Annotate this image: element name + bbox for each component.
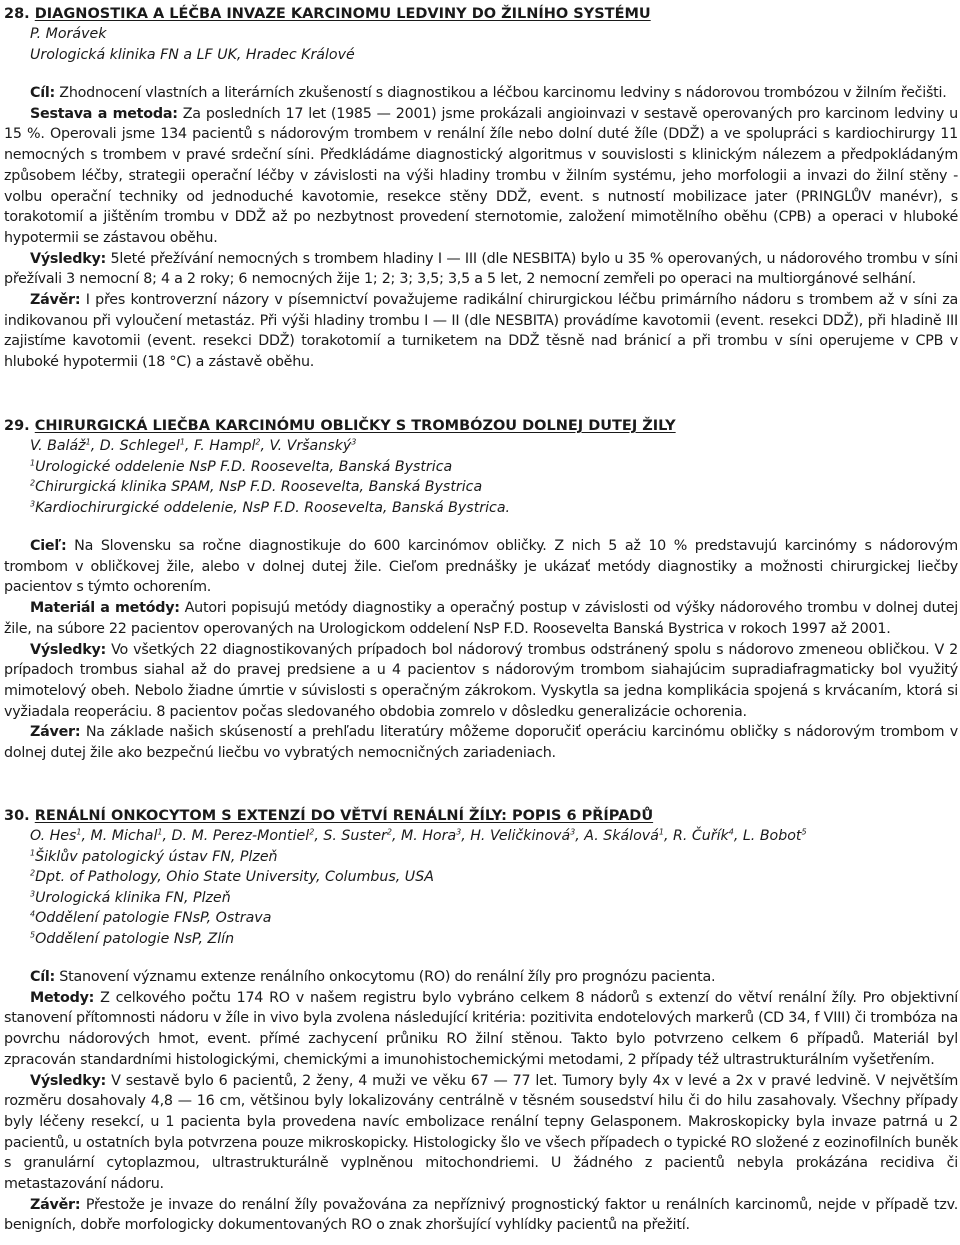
- affiliation-text: Oddělení patologie FNsP, Ostrava: [35, 910, 272, 926]
- author-sup: 1: [157, 827, 163, 837]
- affiliation-sup: 2: [30, 868, 36, 878]
- author: , D. Schlegel: [90, 438, 180, 454]
- author-sup: 2: [309, 827, 315, 837]
- paragraph-methods: [4, 104, 958, 249]
- paragraph-aim: [4, 536, 958, 598]
- abstract-title: [4, 416, 958, 436]
- paragraph-results: [4, 640, 958, 723]
- label-methods: Sestava a metoda:: [30, 105, 178, 122]
- author: , F. Hampl: [184, 438, 256, 454]
- text-conclusion: Na základe našich skúseností a prehľadu literatúry môžeme doporučiť operáciu karcinómu obličky s nádorovým trombom v dolnej dutej žile ako bezpečnú liečbu vo vybratých nemocničných zariadeniach.: [4, 724, 958, 762]
- text-results: 5leté přežívání nemocných s trombem hladiny I — III (dle NESBITA) bylo u 35 % operovaných, u nádorového trombu v síni přežívali 3 nemocní 8; 4 a 2 roky; 6 nemocných žije 1; 2; 3; 3,5; 3,5 a 5 let, 2 nemocní zemřeli po operaci na multiorgánové selhání.: [4, 250, 958, 288]
- author-sup: 1: [179, 437, 185, 447]
- text-aim: Stanovení významu extenze renálního onkocytomu (RO) do renální žíly pro prognózu pacienta.: [55, 969, 716, 985]
- affiliation: [30, 477, 958, 498]
- paragraph-conclusion: [4, 290, 958, 373]
- author-sup: 3: [570, 827, 576, 837]
- affiliation-sup: 4: [30, 909, 36, 919]
- affiliation-sup: 1: [30, 457, 36, 467]
- label-conclusion: Závěr:: [30, 292, 81, 309]
- text-results: Vo všetkých 22 diagnostikovaných prípadoch bol nádorový trombus odstránený spolu s nádorovo zmeneou obličkou. V 2 prípadoch trombus siahal až do pravej predsiene a u 4 pacientov s nádorovým trombom siahajúcim supradiafragmaticky bol využitý mimotelový obeh. Nebolo žiadne úmrtie v súvislosti s operačným zákrokom. Vyskytla sa jedna komplikácia spojená s krvácaním, ktorá si vyžiadala reoperáciu. 8 pacientov počas sledovaného obdobia zomrelo v dôsledku generalizácie ochorenia.: [4, 641, 958, 720]
- paragraph-aim: [4, 967, 958, 988]
- author-sup: 2: [255, 437, 261, 447]
- author: O. Hes: [30, 828, 77, 844]
- author: , L. Bobot: [733, 828, 802, 844]
- text-conclusion: Přestože je invaze do renální žíly považována za nepříznivý prognostický faktor u renálních karcinomů, nejde v případě tzv. benigních, dobře morfologicky dokumentovaných RO o znak zhoršující vyhlídky pacientů na přežití.: [4, 1196, 958, 1234]
- author-sup: 3: [456, 827, 462, 837]
- abstract-28: [4, 4, 958, 373]
- author: , M. Michal: [81, 828, 158, 844]
- abstract-number: 30.: [4, 808, 30, 824]
- author-sup: 1: [76, 827, 82, 837]
- paragraph-conclusion: [4, 1195, 958, 1236]
- paragraph-conclusion: [4, 722, 958, 763]
- affiliation: [30, 929, 958, 950]
- paragraph-methods: [4, 598, 958, 639]
- author: , D. M. Perez-Montiel: [162, 828, 310, 844]
- abstract-30: [4, 806, 958, 1236]
- label-results: Výsledky:: [30, 1072, 107, 1089]
- authors: P. Morávek: [30, 26, 107, 42]
- affiliation-text: Dpt. of Pathology, Ohio State University, Columbus, USA: [35, 869, 434, 885]
- affiliation-text: Oddělení patologie NsP, Zlín: [35, 930, 235, 947]
- text-methods: Za posledních 17 let (1985 — 2001) jsme prokázali angioinvazi v sestavě operovaných pro karcinom ledviny u 15 %. Operovali jsme 134 pacientů s nádorovým trombem v renální žíle nebo dolní duté žíle (DDŽ) a ve spolupráci s kardiochirurgy 11 nemocných s trombem v pravé srdeční síni. Předkládáme diagnostický algoritmus v souvislosti s klinickým nálezem a předpokládaným způsobem léčby, strategii operační léčby v závislosti na výši hladiny trombu v žilním systému, jeho morfologii a invazi do žilní stěny - volbu operační techniky od jednoduché kavotomie, resekce stěny DDŽ, event. s nutností mobilizace jater (PRINGLŮV manévr), s torakotomií a jištěním trombu v DDŽ až po nezbytnost provedení sternotomie, založení mimotělního oběhu (CPB) a operaci v hluboké hypotermii se zástavou oběhu.: [4, 105, 958, 246]
- affiliation: [30, 888, 958, 909]
- authors: [30, 826, 958, 847]
- abstract-heading: RENÁLNÍ ONKOCYTOM S EXTENZÍ DO VĚTVÍ RENÁLNÍ ŽÍLY: POPIS 6 PŘÍPADŮ: [34, 808, 654, 824]
- affiliation-sup: 3: [30, 888, 36, 898]
- abstract-title: [4, 4, 958, 24]
- author-sup: 3: [351, 437, 357, 447]
- affiliation-text: Šiklův patologický ústav FN, Plzeň: [35, 848, 278, 865]
- author: , M. Hora: [391, 828, 457, 844]
- label-aim: Cieľ:: [30, 538, 67, 554]
- author: , R. Čuřík: [663, 828, 729, 844]
- abstract-body: [4, 536, 958, 764]
- author-sup: 4: [728, 827, 734, 837]
- affiliation-sup: 5: [30, 929, 36, 939]
- text-conclusion: I přes kontroverzní názory v písemnictví považujeme radikální chirurgickou léčbu primárního nádoru s trombem až v síni za indikovanou při vyloučení metastáz. Při výši hladiny trombu I — II (dle NESBITA) provádíme kavotomii (event. resekci DDŽ), při hladině III zajistíme kavotomii (event. resekci DDŽ) torakotomií a turniketem na DDŽ těsně nad bránicí a při trombu v síni operujeme v CPB v hluboké hypotermii (18 °C) a zástavě oběhu.: [4, 292, 958, 371]
- label-aim: Cíl:: [30, 85, 56, 101]
- text-aim: Zhodnocení vlastních a literárních zkušeností s diagnostikou a léčbou karcinomu ledviny s nádorovou trombózou v žilním řečišti.: [55, 85, 947, 101]
- abstract-heading: CHIRURGICKÁ LIEČBA KARCINÓMU OBLIČKY S TROMBÓZOU DOLNEJ DUTEJ ŽILY: [34, 418, 676, 434]
- label-conclusion: Záver:: [30, 724, 81, 741]
- affiliation: [30, 457, 958, 478]
- affiliation: [30, 908, 958, 929]
- text-aim: Na Slovensku sa ročne diagnostikuje do 600 karcinómov obličky. Z nich 5 až 10 % predstavujú karcinómy s nádorovým trombom v obličkovej žile, alebo v dolnej dutej žile. Cieľom prednášky je ukázať metódy diagnostiky a možnosti chirurgickej liečby pacientov s týmto ochorením.: [4, 538, 958, 596]
- label-aim: Cíl:: [30, 969, 56, 985]
- affiliation-text: Kardiochirurgické oddelenie, NsP F.D. Roosevelta, Banská Bystrica.: [35, 499, 511, 516]
- author-sup: 1: [658, 827, 664, 837]
- author: , A. Skálová: [575, 828, 659, 844]
- authors: [30, 436, 958, 457]
- author-sup: 2: [386, 827, 392, 837]
- abstract-heading: DIAGNOSTIKA A LÉČBA INVAZE KARCINOMU LEDVINY DO ŽILNÍHO SYSTÉMU: [34, 6, 651, 22]
- affiliation: Urologická klinika FN a LF UK, Hradec Králové: [30, 46, 355, 63]
- paragraph-methods: [4, 988, 958, 1071]
- affiliation-text: Urologické oddelenie NsP F.D. Roosevelta, Banská Bystrica: [35, 458, 453, 475]
- abstract-number: 28.: [4, 6, 30, 22]
- affiliation: [30, 498, 958, 519]
- text-methods: Autori popisujú metódy diagnostiky a operačný postup v závislosti od výšky nádorového trombu v dolnej dutej žile, na súbore 22 pacientov operovaných na Urologickom oddelení NsP F.D. Roosevelta Banská Bystrica v rokoch 1997 až 2001.: [4, 600, 959, 637]
- abstract-title: [4, 806, 958, 826]
- label-results: Výsledky:: [30, 250, 107, 267]
- text-results: V sestavě bylo 6 pacientů, 2 ženy, 4 muži ve věku 67 — 77 let. Tumory byly 4x v levé a 2x v pravé ledvině. V největším rozměru dosahovaly 4,8 — 16 cm, většinou byly lokalizovány centrálně v těsném sousedství hilu či do hilu zasahovaly. Všechny případy byly léčeny resekcí, u 1 pacienta byla provedena navíc embolizace renální tepny Gelasponem. Makroskopicky byla invaze patrná u 2 pacientů, u ostatních byla potvrzena pouze mikroskopicky. Histologicky šlo ve všech případech o typické RO složené z eozinofilních buněk s granulární cytoplazmou, ultrastrukturálně vyplněnou mitochondriemi. U žádného z pacientů nebyla prokázána recidiva či metastazování nádoru.: [4, 1072, 958, 1193]
- affiliation-text: Chirurgická klinika SPAM, NsP F.D. Roosevelta, Banská Bystrica: [35, 479, 483, 495]
- author: , H. Veličkinová: [461, 828, 571, 844]
- abstract-number: 29.: [4, 418, 30, 434]
- label-methods: Metody:: [30, 989, 95, 1006]
- paragraph-aim: [4, 83, 958, 104]
- author: V. Baláž: [30, 438, 86, 454]
- author-sup: 5: [801, 827, 807, 837]
- paragraph-results: [4, 1071, 958, 1195]
- text-methods: Z celkového počtu 174 RO v našem registru bylo vybráno celkem 8 nádorů s extenzí do větví renální žíly. Pro objektivní stanovení přítomnosti nádoru v žíle in vivo byla zvolena následující kritéria: pozitivita endotelových markerů (CD 34, f VIII) či trombóza na povrchu nádorových hmot, event. přímé zachycení průniku RO žilní stěnou. Takto bylo potvrzeno celkem 6 případů. Materiál byl zpracován standardními histologickými, chemickými a imunohistochemickými metodami, 2 případy též ultrastrukturálním vyšetřením.: [4, 989, 958, 1068]
- affiliation-text: Urologická klinika FN, Plzeň: [35, 889, 231, 906]
- author: , S. Suster: [314, 828, 387, 844]
- affiliation-sup: 1: [30, 847, 36, 857]
- label-methods: Materiál a metódy:: [30, 600, 180, 617]
- abstract-body: [4, 967, 958, 1236]
- affiliation: [30, 867, 958, 888]
- label-conclusion: Závěr:: [30, 1196, 81, 1213]
- label-results: Výsledky:: [30, 641, 107, 658]
- author-sup: 1: [85, 437, 91, 447]
- affiliation: [30, 847, 958, 868]
- abstract-body: [4, 83, 958, 373]
- paragraph-results: [4, 249, 958, 290]
- abstract-29: [4, 416, 958, 764]
- author: , V. Vršanský: [260, 438, 352, 454]
- affiliation-sup: 2: [30, 478, 36, 488]
- affiliation-sup: 3: [30, 498, 36, 508]
